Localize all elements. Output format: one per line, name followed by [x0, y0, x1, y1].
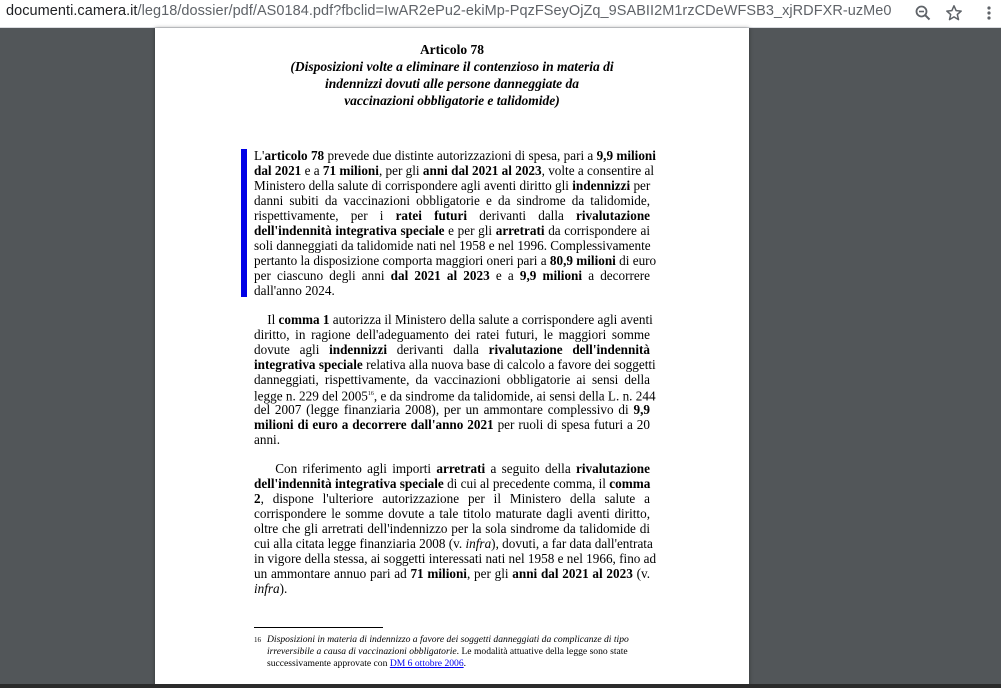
footnote-separator [254, 627, 383, 628]
scrollbar[interactable] [989, 28, 1001, 688]
dm-link[interactable]: DM 6 ottobre 2006 [389, 658, 464, 669]
footnote-ref: 16 [367, 391, 374, 397]
more-options-icon[interactable] [978, 2, 1000, 24]
star-bookmark-icon[interactable] [943, 2, 965, 24]
article-title: Articolo 78 [419, 42, 485, 57]
address-bar[interactable] [0, 0, 1001, 28]
comma2-paragraph: Con riferimento agli importi arretrati a seguito della rivalutazione dell'indennità integrativa speciale di cui al precedente comma, il comma 2, dispone l'ulteriore autorizzazione per il Ministero della salute a corrispondere le somme dovute a tale titolo maturate dagli aventi diritto, oltre che gli arretrati dell'indennizzo per la sola sindrome da talidomide di cui alla citata legge finanziaria 2008 (v. infra), dovuti, a far data dall'entrata in vigore della stessa, ai soggetti interessati nati nel 1958 e nel 1966, fino ad un ammontare annuo pari ad 71 milioni, per gli anni dal 2021 al 2023 (v. infra). [254, 461, 657, 596]
zoom-out-magnifier-icon[interactable] [912, 2, 934, 24]
comma1-paragraph: Il comma 1 autorizza il Ministero della salute a corrispondere agli aventi diritto, in ragione dell'adeguamento dei ratei futuri, le maggiori somme dovute agli indennizzi derivanti dalla rivalutazione dell'indennità integrativa speciale relativa alla nuova base di calcolo a favore dei soggetti danneggiati, rispettivamente, da vaccinazioni obbligatorie ai sensi della legge n. 229 del 2005$^{16}$, e da sindrome da talidomide, ai sensi della L. n. 244 del 2007 (legge finanziaria 2008), per un ammontare complessivo di 9,9 milioni di euro a decorrere dall'anno 2021 per ruoli di spesa futuri a 20 anni. [254, 312, 656, 447]
pdf-page: Articolo 78 (Disposizioni volte a eliminare il contenzioso in materia di indennizzi dovuti alle persone danneggiate da vaccinazioni obbligatorie e talidomide) L'articolo 78 prevede due distinte autorizzazioni di spesa, pari a 9,9 milioni dal 2021 e a 71 milioni, per gli anni dal 2021 al 2023, volte a consentire al Ministero della salute di corrispondere agli aventi diritto gli indennizzi per danni subiti da vaccinazioni obbligatorie e da sindrome da talidomide, rispettivamente, per i ratei futuri derivanti dalla rivalutazione dell'indennità integrativa speciale e per gli arretrati da corrispondere ai soli danneggiati da talidomide nati nel 1958 e nel 1996. Complessivamente pertanto la disposizione comporta maggiori oneri pari a 80,9 milioni di euro per ciascuno degli anni dal 2021 al 2023 e a 9,9 milioni a decorrere dall'anno 2024. Il comma 1 autorizza il Ministero della salute a corrispondere agli aventi diritto, in ragione dell'adeguamento dei ratei futuri, le maggiori somme dovute agli indennizzi derivanti dalla rivalutazione dell'indennità integrativa speciale relativa alla nuova base di calcolo a favore dei soggetti danneggiati, rispettivamente, da vaccinazioni obbligatorie ai sensi della legge n. 229 del 2005$^{16}$, e da sindrome da talidomide, ai sensi della L. n. 244 del 2007 (legge finanziaria 2008), per un ammontare complessivo di 9,9 milioni di euro a decorrere dall'anno 2021 per ruoli di spesa futuri a 20 anni. Con riferimento agli importi arretrati a seguito della rivalutazione dell'indennità integrativa speciale di cui al precedente comma, il comma 2, dispone l'ulteriore autorizzazione per il Ministero della salute a corrispondere le somme dovute a tale titolo maturate dagli aventi diritto, oltre che gli arretrati dell'indennizzo per la sola sindrome da talidomide di cui alla citata legge finanziaria 2008 (v. infra), dovuti, a far data dall'entrata in vigore della stessa, ai soggetti interessati nati nel 1958 e nel 1966, fino ad un ammontare annuo pari ad 71 milioni, per gli anni dal 2021 al 2023 (v. infra). 16 Disposizioni in materia di indennizzo a favore dei soggetti danneggiati da complicanze di tipo irreversibile a causa di vaccinazioni obbligatorie. Le modalità attuative della legge sono state successivamente approvate con DM 6 ottobre 2006. [155, 28, 749, 688]
taskbar-edge [0, 684, 1001, 688]
article-subtitle: (Disposizioni volte a eliminare il contenzioso in materia di indennizzi dovuti alle persone danneggiate da vaccinazioni obbligatorie e talidomide) [290, 59, 614, 108]
summary-paragraph: L'articolo 78 prevede due distinte autorizzazioni di spesa, pari a 9,9 milioni dal 2021 e a 71 milioni, per gli anni dal 2021 al 2023, volte a consentire al Ministero della salute di corrispondere agli aventi diritto gli indennizzi per danni subiti da vaccinazioni obbligatorie e da sindrome da talidomide, rispettivamente, per i ratei futuri derivanti dalla rivalutazione dell'indennità integrativa speciale e per gli arretrati da corrispondere ai soli danneggiati da talidomide nati nel 1958 e nel 1996. Complessivamente pertanto la disposizione comporta maggiori oneri pari a 80,9 milioni di euro per ciascuno degli anni dal 2021 al 2023 e a 9,9 milioni a decorrere dall'anno 2024. [254, 148, 657, 298]
summary-highlight-bar [241, 149, 247, 297]
url-text[interactable]: documenti.camera.it/leg18/dossier/pdf/AS0184.pdf?fbclid=IwAR2ePu2-ekiMp-PqzFSeyOjZq_9SABII2M1rzCDeWFSB3_xjRDFXR-uzMe0 [6, 3, 892, 19]
pdf-viewer[interactable] [0, 28, 1001, 688]
footnote-number: 16 [254, 636, 261, 644]
